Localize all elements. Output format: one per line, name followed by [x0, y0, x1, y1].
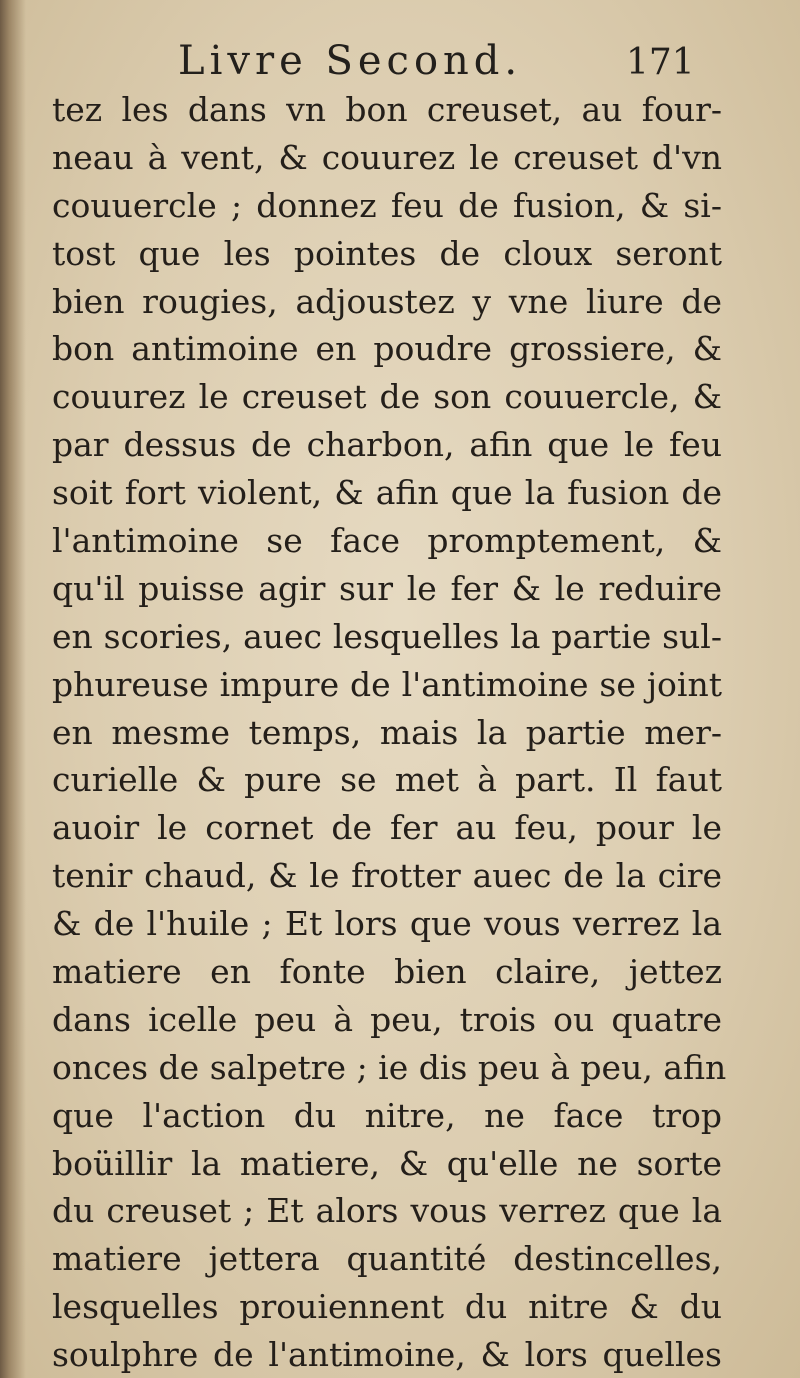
binding-gutter-shadow	[0, 0, 26, 1378]
text-line: lesquelles prouiennent du nitre & du	[52, 1287, 722, 1327]
text-line: matiere jettera quantité destincelles,	[52, 1239, 722, 1279]
text-line: bon antimoine en poudre grossiere, &	[52, 329, 722, 369]
text-line: bien rougies, adjoustez y vne liure de	[52, 281, 722, 321]
text-line: dans icelle peu à peu, trois ou quatre	[52, 999, 722, 1039]
body-text	[52, 86, 727, 1378]
text-line: & de l'huile ; Et lors que vous verrez la	[52, 904, 722, 944]
running-title: Livre Second.	[178, 38, 523, 84]
text-line: couurez le creuset de son couuercle, &	[52, 377, 722, 417]
text-line: soulphre de l'antimoine, & lors quelles	[52, 1335, 722, 1375]
text-line: tost que les pointes de cloux seront	[52, 233, 722, 273]
text-line: neau à vent, & couurez le creuset d'vn	[52, 137, 722, 177]
text-line: couuercle ; donnez feu de fusion, & si-	[52, 185, 722, 225]
text-line: matiere en fonte bien claire, jettez	[52, 952, 722, 992]
text-line: en mesme temps, mais la partie mer-	[52, 712, 722, 752]
text-line: que l'action du nitre, ne face trop	[52, 1095, 722, 1135]
text-line: onces de salpetre ; ie dis peu à peu, afin	[52, 1047, 727, 1087]
text-line: qu'il puisse agir sur le fer & le reduire	[52, 568, 722, 608]
text-line: du creuset ; Et alors vous verrez que la	[52, 1191, 722, 1231]
text-line: soit fort violent, & afin que la fusion de	[52, 473, 722, 513]
text-line: par dessus de charbon, afin que le feu	[52, 425, 722, 465]
text-line: tenir chaud, & le frotter auec de la cire	[52, 856, 722, 896]
text-line: boüillir la matiere, & qu'elle ne sorte	[52, 1143, 722, 1183]
text-line: curielle & pure se met à part. Il faut	[52, 760, 722, 800]
text-line: auoir le cornet de fer au feu, pour le	[52, 808, 722, 848]
text-line: phureuse impure de l'antimoine se joint	[52, 664, 722, 704]
page-number: 171	[626, 42, 695, 83]
text-line: l'antimoine se face promptement, &	[52, 521, 722, 561]
text-line: en scories, auec lesquelles la partie sul-	[52, 616, 722, 656]
text-line: tez les dans vn bon creuset, au four-	[52, 90, 722, 129]
